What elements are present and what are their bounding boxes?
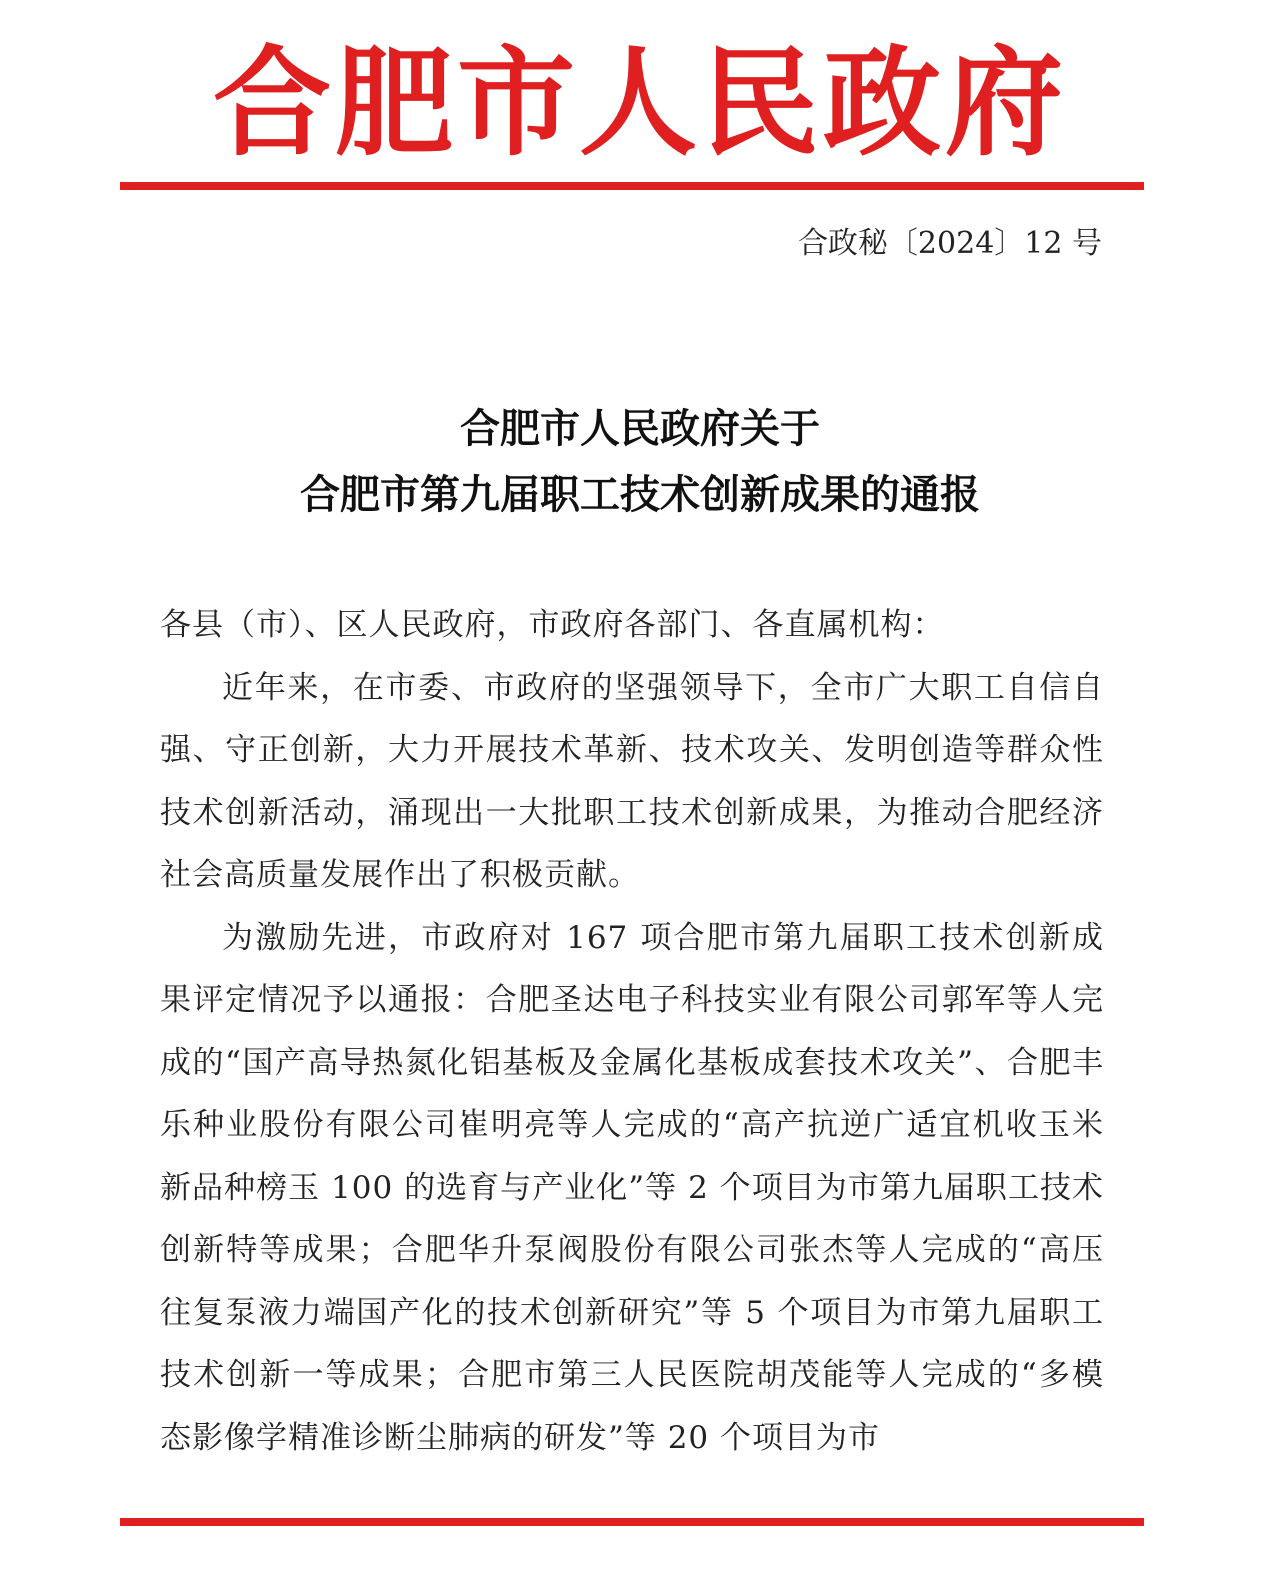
document-number: 合政秘〔2024〕12 号	[797, 226, 1102, 261]
salutation: 各县（市）、区人民政府，市政府各部门、各直属机构：	[160, 607, 945, 643]
document-title-line-1: 合肥市人民政府关于	[460, 405, 820, 452]
footer-red-rule	[120, 1518, 1144, 1526]
body-paragraph-2: 为激励先进，市政府对 167 项合肥市第九届职工技术创新成果评定情况予以通报：合肥圣达电子科技实业有限公司郭军等人完成的“国产高导热氮化铝基板及金属化基板成套技术攻关”、合肥丰乐种业股份有限公司崔明亮等人完成的“高产抗逆广适宜机收玉米新品种榜玉 100 的选育与产业化”等 2 个项目为市第九届职工技术创新特等成果；合肥华升泵阀股份有限公司张杰等人完成的“高压往复泵液力端国产化的技术创新研究”等 5 个项目为市第九届职工技术创新一等成果；合肥市第三人民医院胡茂能等人完成的“多模态影像学精准诊断尘肺病的研发”等 20 个项目为市	[160, 919, 1104, 1456]
masthead-red-rule	[120, 182, 1144, 190]
document-body	[160, 594, 1104, 1469]
masthead-agency-name: 合肥市人民政府	[212, 34, 1067, 172]
body-paragraph-1: 近年来，在市委、市政府的坚强领导下，全市广大职工自信自强、守正创新，大力开展技术革新、技术攻关、发明创造等群众性技术创新活动，涌现出一大批职工技术创新成果，为推动合肥经济社会高质量发展作出了积极贡献。	[160, 669, 1104, 893]
document-title-line-2: 合肥市第九届职工技术创新成果的通报	[300, 471, 980, 518]
